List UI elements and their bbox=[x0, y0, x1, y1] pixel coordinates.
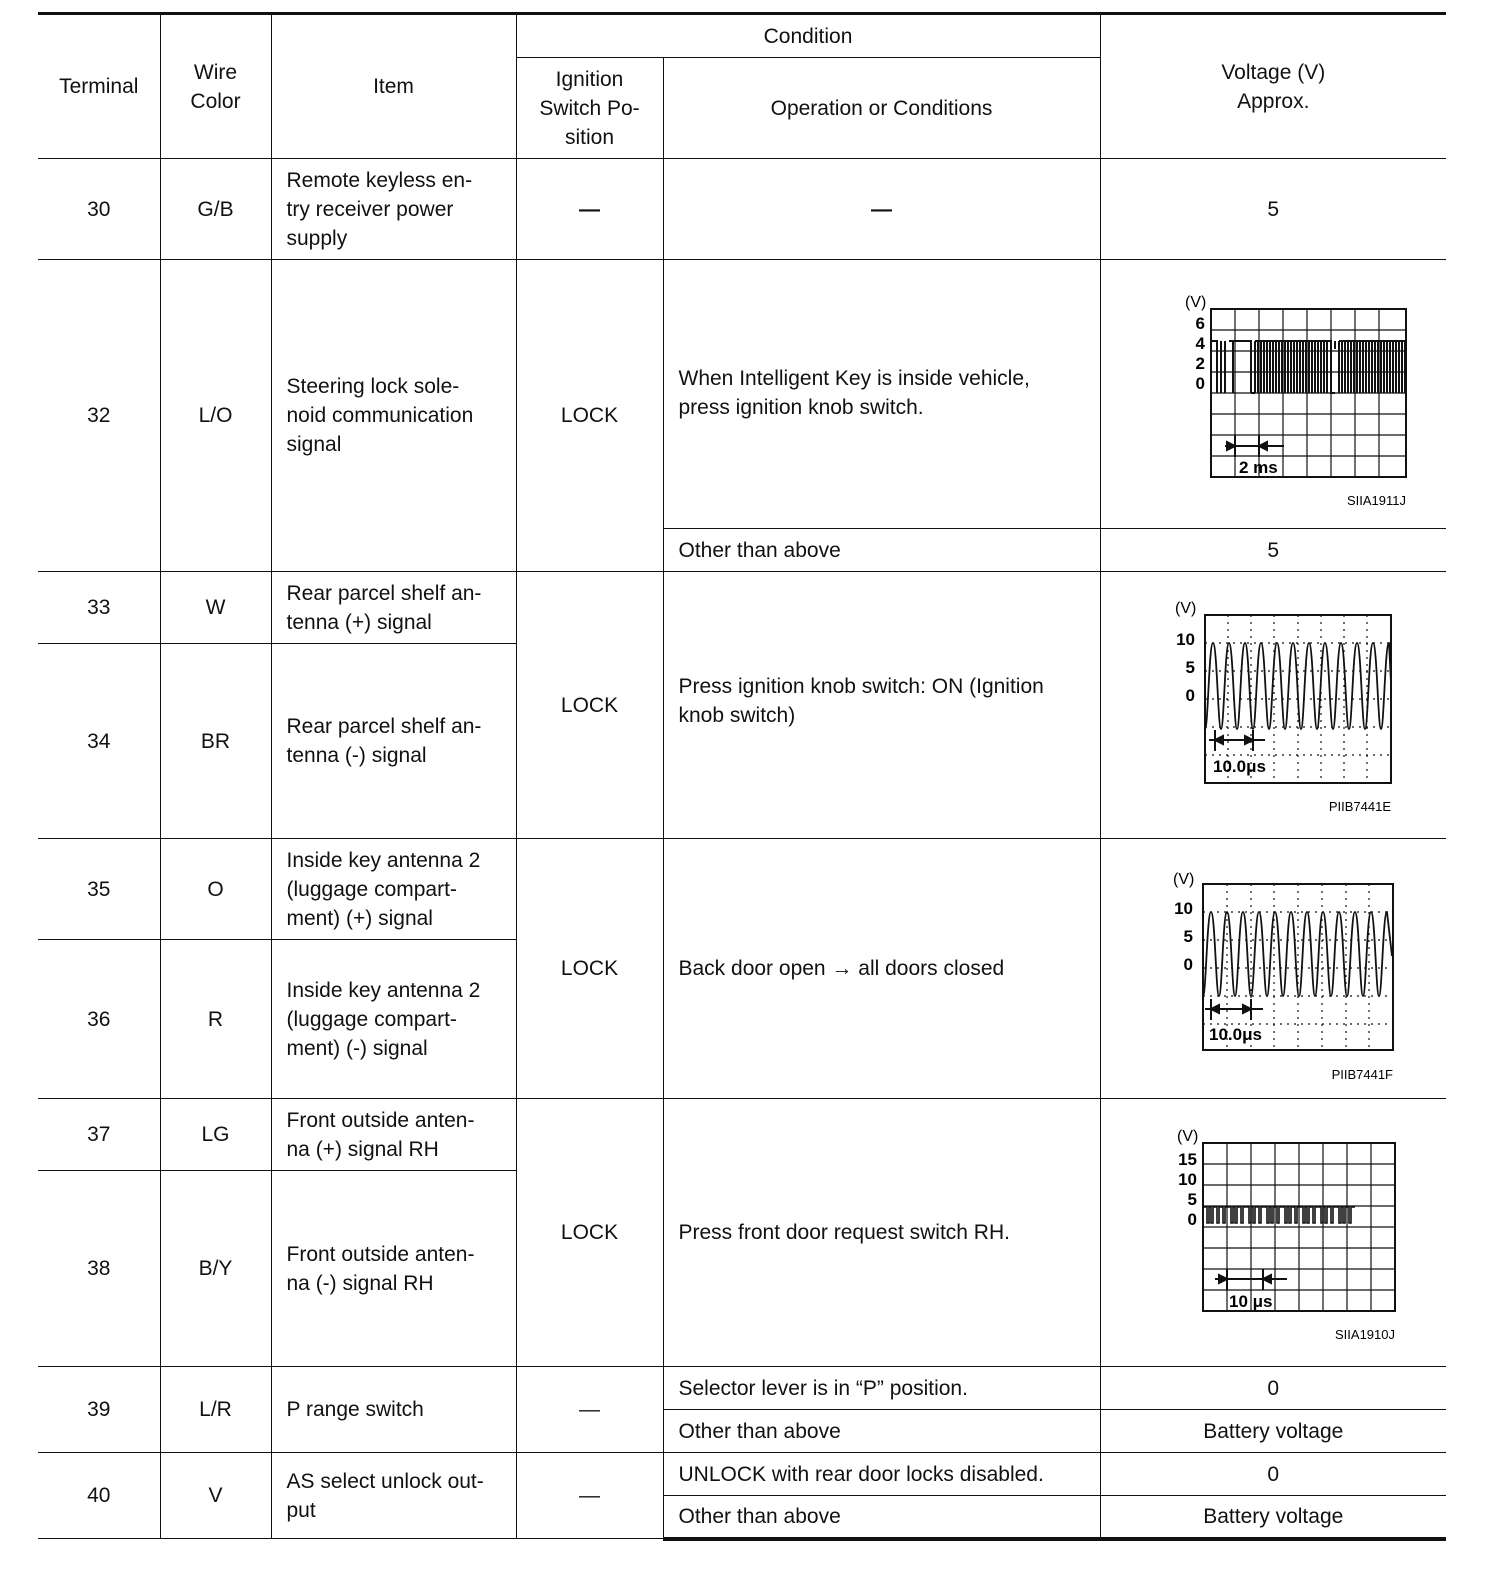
table-row bbox=[38, 159, 1446, 260]
wire-37: LG bbox=[160, 1099, 271, 1171]
wave-37-unit: (V) bbox=[1177, 1127, 1199, 1145]
header-ignition-switch-position: Ignition Switch Po- sition bbox=[516, 58, 663, 159]
table-row bbox=[38, 572, 1446, 644]
terminal-30: 30 bbox=[38, 159, 160, 260]
volt-40-b: Battery voltage bbox=[1100, 1496, 1446, 1539]
wave-33-tick: 0 bbox=[1185, 685, 1196, 705]
wire-34: BR bbox=[160, 644, 271, 839]
cond-33-34: Press ignition knob switch: ON (Ignition knob switch) bbox=[663, 572, 1100, 839]
header-wire-color: Wire Color bbox=[160, 14, 271, 159]
cond-30: — bbox=[663, 159, 1100, 260]
wave-35-unit: (V) bbox=[1173, 871, 1195, 888]
wave-cell-32 bbox=[1100, 260, 1446, 529]
header-item: Item bbox=[271, 14, 516, 159]
wave-32-tick: 6 bbox=[1195, 314, 1206, 333]
item-30: Remote keyless en- try receiver power supply bbox=[271, 159, 516, 260]
wave-35-tick: 5 bbox=[1183, 927, 1194, 946]
item-32: Steering lock sole- noid communication signal bbox=[271, 260, 516, 572]
wave-33-tick: 5 bbox=[1185, 657, 1196, 677]
terminal-40: 40 bbox=[38, 1453, 160, 1539]
header-condition: Condition bbox=[516, 14, 1100, 58]
wire-40: V bbox=[160, 1453, 271, 1539]
terminal-39: 39 bbox=[38, 1367, 160, 1453]
terminal-32: 32 bbox=[38, 260, 160, 572]
header-operation-or-conditions: Operation or Conditions bbox=[663, 58, 1100, 159]
volt-39-b: Battery voltage bbox=[1100, 1410, 1446, 1453]
terminal-35: 35 bbox=[38, 839, 160, 940]
wave-32-tick: 0 bbox=[1195, 374, 1206, 393]
table-row bbox=[38, 1367, 1446, 1410]
cond-40-a: UNLOCK with rear door locks disabled. bbox=[663, 1453, 1100, 1496]
item-36: Inside key antenna 2 (luggage compart- ment) (-) signal bbox=[271, 940, 516, 1099]
ign-33-34: LOCK bbox=[516, 572, 663, 839]
volt-32-b: 5 bbox=[1100, 529, 1446, 572]
wave-37-code: SIIA1910J bbox=[1335, 1326, 1396, 1342]
wire-33: W bbox=[160, 572, 271, 644]
ign-40: — bbox=[516, 1453, 663, 1539]
wave-35-tick: 0 bbox=[1183, 955, 1194, 974]
wave-cell-37-38 bbox=[1100, 1099, 1446, 1367]
wave-37-tick: 5 bbox=[1187, 1189, 1198, 1209]
ign-35-36: LOCK bbox=[516, 839, 663, 1099]
wave-33-time: 10.0μs bbox=[1213, 756, 1267, 776]
wave-37-tick: 15 bbox=[1178, 1149, 1198, 1169]
item-34: Rear parcel shelf an- tenna (-) signal bbox=[271, 644, 516, 839]
terminal-34: 34 bbox=[38, 644, 160, 839]
cond-40-b: Other than above bbox=[663, 1496, 1100, 1539]
item-37: Front outside anten- na (+) signal RH bbox=[271, 1099, 516, 1171]
wire-35: O bbox=[160, 839, 271, 940]
wave-32-code: SIIA1911J bbox=[1347, 493, 1407, 508]
wave-33-tick: 10 bbox=[1176, 629, 1196, 649]
wave-37-time: 10 μs bbox=[1229, 1291, 1273, 1311]
wave-37-tick: 0 bbox=[1187, 1209, 1198, 1229]
waveform-35-36 bbox=[1153, 846, 1393, 1091]
wire-38: B/Y bbox=[160, 1171, 271, 1367]
ign-37-38: LOCK bbox=[516, 1099, 663, 1367]
volt-39-a: 0 bbox=[1100, 1367, 1446, 1410]
cond-32-b: Other than above bbox=[663, 529, 1100, 572]
terminal-38: 38 bbox=[38, 1171, 160, 1367]
header-terminal: Terminal bbox=[38, 14, 160, 159]
wave-35-tick: 10 bbox=[1174, 899, 1194, 918]
wave-32-tick: 4 bbox=[1195, 334, 1206, 353]
wave-cell-33-34 bbox=[1100, 572, 1446, 839]
volt-30: 5 bbox=[1100, 159, 1446, 260]
wave-cell-35-36 bbox=[1100, 839, 1446, 1099]
wave-35-code: PIIB7441F bbox=[1331, 1067, 1394, 1082]
waveform-37-38 bbox=[1153, 1113, 1396, 1353]
wave-35-time: 10.0μs bbox=[1209, 1025, 1263, 1044]
wave-32-time: 2 ms bbox=[1239, 458, 1279, 477]
table-row bbox=[38, 839, 1446, 940]
table-row bbox=[38, 260, 1446, 529]
wave-33-unit: (V) bbox=[1175, 599, 1197, 617]
terminal-33: 33 bbox=[38, 572, 160, 644]
ign-32: LOCK bbox=[516, 260, 663, 572]
wave-33-code: PIIB7441E bbox=[1329, 798, 1392, 814]
item-39: P range switch bbox=[271, 1367, 516, 1453]
wave-32-unit: (V) bbox=[1185, 294, 1207, 311]
wire-32: L/O bbox=[160, 260, 271, 572]
wire-30: G/B bbox=[160, 159, 271, 260]
table-row bbox=[38, 1099, 1446, 1171]
waveform-32 bbox=[1153, 279, 1407, 509]
wire-36: R bbox=[160, 940, 271, 1099]
waveform-33-34 bbox=[1153, 583, 1393, 828]
cond-39-b: Other than above bbox=[663, 1410, 1100, 1453]
cond-39-a: Selector lever is in “P” position. bbox=[663, 1367, 1100, 1410]
terminal-36: 36 bbox=[38, 940, 160, 1099]
volt-40-a: 0 bbox=[1100, 1453, 1446, 1496]
cond-35-36: Back door open → all doors closed bbox=[663, 839, 1100, 1099]
terminal-spec-table bbox=[38, 12, 1446, 1541]
wave-37-tick: 10 bbox=[1178, 1169, 1198, 1189]
item-38: Front outside anten- na (-) signal RH bbox=[271, 1171, 516, 1367]
table-row bbox=[38, 1453, 1446, 1496]
item-33: Rear parcel shelf an- tenna (+) signal bbox=[271, 572, 516, 644]
ign-39: — bbox=[516, 1367, 663, 1453]
wave-32-tick: 2 bbox=[1195, 354, 1206, 373]
ign-30: — bbox=[516, 159, 663, 260]
item-40: AS select unlock out- put bbox=[271, 1453, 516, 1539]
terminal-37: 37 bbox=[38, 1099, 160, 1171]
item-35: Inside key antenna 2 (luggage compart- ment) (+) signal bbox=[271, 839, 516, 940]
cond-32-a: When Intelligent Key is inside vehicle, press ignition knob switch. bbox=[663, 260, 1100, 529]
header-voltage: Voltage (V) Approx. bbox=[1100, 14, 1446, 159]
wire-39: L/R bbox=[160, 1367, 271, 1453]
cond-37-38: Press front door request switch RH. bbox=[663, 1099, 1100, 1367]
